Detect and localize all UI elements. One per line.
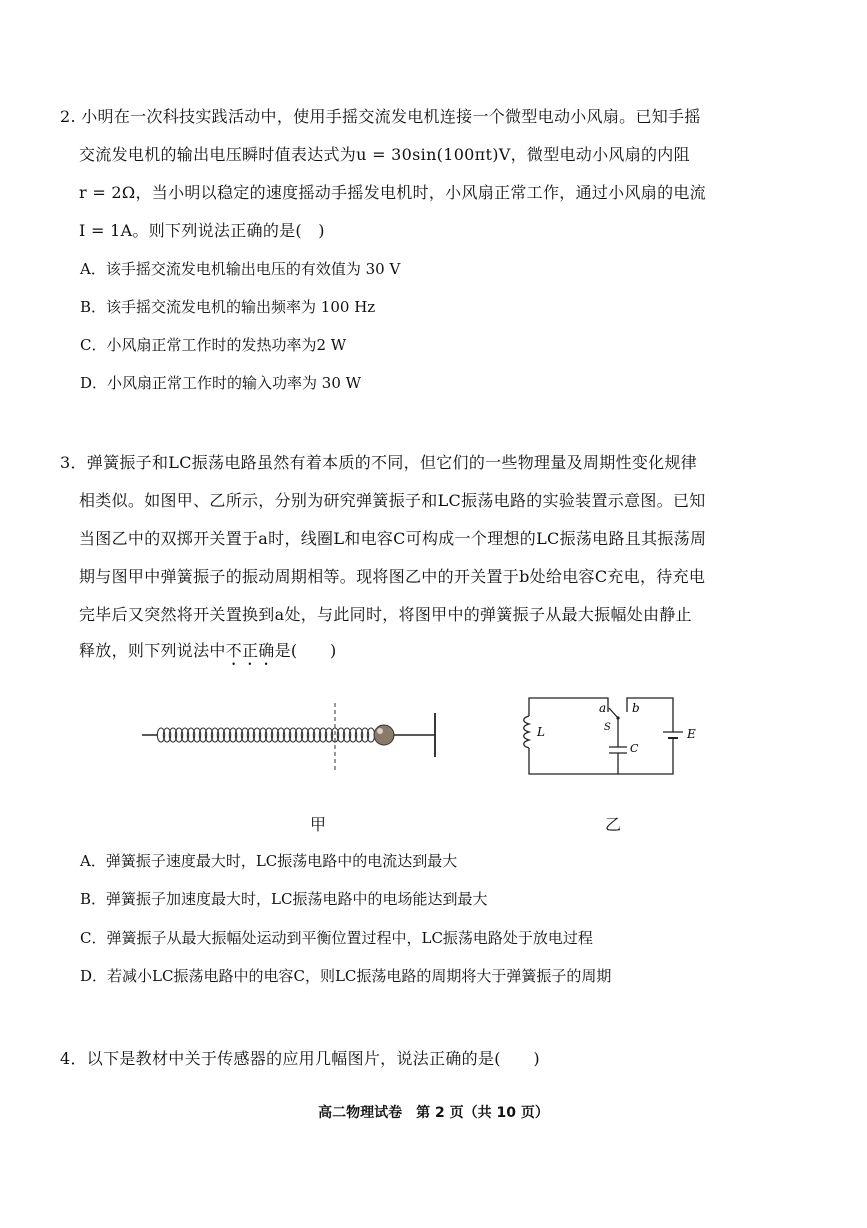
q3-line-6-pre: 释放，则下列说法中: [79, 641, 226, 660]
q2-option-c: C．小风扇正常工作时的发热功率为2 W: [80, 336, 347, 354]
q2-line-4: I = 1A。则下列说法正确的是( ): [79, 221, 325, 240]
q3-line-3: 当图乙中的双掷开关置于a时，线圈L和电容C可构成一个理想的LC振荡电路且其振荡周: [79, 529, 707, 548]
emf-label: E: [687, 727, 696, 741]
capacitor-label: C: [630, 742, 639, 755]
q2-option-d: D．小风扇正常工作时的输入功率为 30 W: [80, 374, 362, 392]
q3-line-4: 期与图甲中弹簧振子的振动周期相等。现将图乙中的开关置于b处给电容C充电，待充电: [79, 567, 706, 586]
inductor-label: L: [537, 725, 545, 739]
q3-option-b: B．弹簧振子加速度最大时，LC振荡电路中的电场能达到最大: [80, 890, 488, 908]
page-footer: 高二物理试卷 第 2 页（共 10 页）: [318, 1105, 549, 1121]
q2-line-2: 交流发电机的输出电压瞬时值表达式为u = 30sin(100πt)V，微型电动小风扇的内阻: [79, 145, 690, 164]
switch-label: S: [604, 722, 611, 733]
spring-oscillator-figure: [140, 695, 450, 780]
figure-yi-caption: 乙: [605, 815, 622, 834]
q3-line-6: [79, 638, 337, 669]
q3-line-1: 3．弹簧振子和LC振荡电路虽然有着本质的不同，但它们的一些物理量及周期性变化规律: [60, 453, 698, 472]
switch-terminal-b-label: b: [632, 701, 640, 715]
q2-line-3: r = 2Ω，当小明以稳定的速度摇动手摇发电机时，小风扇正常工作，通过小风扇的电流: [79, 183, 706, 202]
q3-emphasis-not-correct: 不正确: [225, 641, 275, 660]
lc-circuit-figure: [515, 690, 715, 785]
q3-option-a: A．弹簧振子速度最大时，LC振荡电路中的电流达到最大: [80, 852, 458, 870]
q2-option-b: B．该手摇交流发电机的输出频率为 100 Hz: [80, 298, 376, 316]
q3-line-6-post: 是( ): [274, 641, 337, 660]
q3-line-5: 完毕后又突然将开关置换到a处，与此同时，将图甲中的弹簧振子从最大振幅处由静止: [79, 605, 692, 624]
q3-line-2: 相类似。如图甲、乙所示，分别为研究弹簧振子和LC振荡电路的实验装置示意图。已知: [79, 491, 706, 510]
switch-terminal-a-label: a: [599, 701, 607, 715]
q2-line-1: 2. 小明在一次科技实践活动中，使用手摇交流发电机连接一个微型电动小风扇。已知手摇: [60, 107, 701, 126]
q3-option-c: C．弹簧振子从最大振幅处运动到平衡位置过程中，LC振荡电路处于放电过程: [80, 929, 593, 947]
question-4: 4．以下是教材中关于传感器的应用几幅图片，说法正确的是( ): [60, 1049, 540, 1068]
q2-option-a: A．该手摇交流发电机输出电压的有效值为 30 V: [80, 260, 401, 278]
figure-jia-caption: 甲: [310, 815, 327, 834]
q3-option-d: D．若减小LC振荡电路中的电容C，则LC振荡电路的周期将大于弹簧振子的周期: [80, 967, 612, 985]
